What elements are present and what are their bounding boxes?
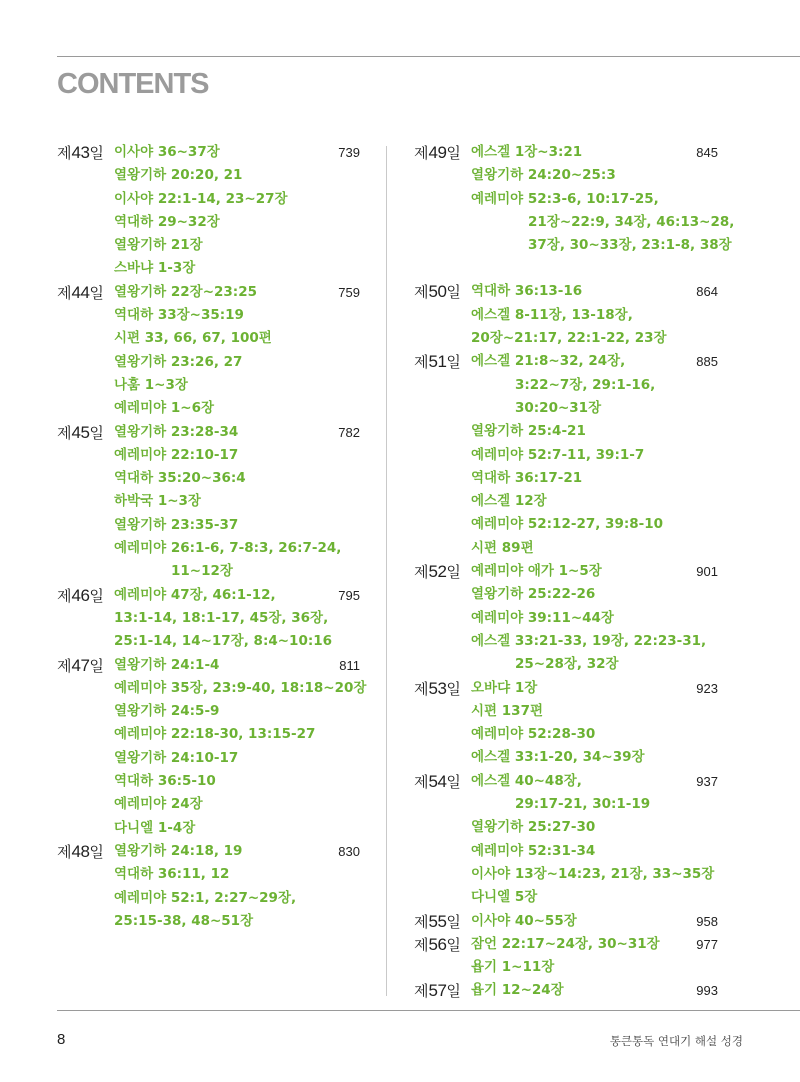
day-number: 53 xyxy=(428,678,447,698)
day-suffix: 일 xyxy=(446,353,461,372)
day-label xyxy=(414,910,461,933)
reading-line: 예레미야 52:3-6, 10:17-25, xyxy=(471,190,659,207)
reading-line: 예레미야 26:1-6, 7-8:3, 26:7-24, xyxy=(114,540,342,557)
day-prefix: 제 xyxy=(414,353,429,372)
day-suffix: 일 xyxy=(89,656,104,675)
day-prefix: 제 xyxy=(414,772,429,791)
reading-line: 열왕기하 23:35-37 xyxy=(114,516,239,533)
day-number: 52 xyxy=(428,562,447,582)
reading-line: 29:17-21, 30:1-19 xyxy=(515,796,651,813)
day-number: 47 xyxy=(71,655,90,675)
day-prefix: 제 xyxy=(414,679,429,698)
day-prefix: 제 xyxy=(57,842,72,861)
day-suffix: 일 xyxy=(446,144,461,162)
day-prefix: 제 xyxy=(57,586,72,605)
day-label xyxy=(57,654,104,677)
toc-entry xyxy=(414,770,718,910)
reading-line: 에스겔 40~48장, xyxy=(471,772,582,789)
reading-line: 예레미야 47장, 46:1-12, xyxy=(114,586,276,603)
page-ref: 901 xyxy=(696,564,718,580)
reading-line: 13:1-14, 18:1-17, 45장, 36장, xyxy=(114,609,329,626)
reading-list xyxy=(471,141,735,257)
reading-line: 이사야 40~55장 xyxy=(471,912,577,929)
reading-line: 30:20~31장 xyxy=(515,399,602,416)
reading-line: 역대하 33장~35:19 xyxy=(114,307,244,324)
bottom-rule xyxy=(57,1010,800,1011)
reading-list xyxy=(114,421,360,584)
reading-line: 예레미야 1~6장 xyxy=(114,400,215,417)
reading-line: 25~28장, 32장 xyxy=(515,656,619,673)
reading-line: 역대하 36:11, 12 xyxy=(114,866,230,883)
reading-line: 다니엘 1-4장 xyxy=(114,819,196,836)
reading-line: 열왕기하 22장~23:25 xyxy=(114,283,257,300)
reading-line: 열왕기하 20:20, 21 xyxy=(114,167,243,184)
column-divider xyxy=(386,146,387,996)
day-suffix: 일 xyxy=(446,679,461,698)
reading-line: 역대하 36:5-10 xyxy=(114,773,216,790)
reading-line: 하박국 1~3장 xyxy=(114,493,201,510)
reading-line: 이사야 22:1-14, 23~27장 xyxy=(114,190,288,207)
reading-list xyxy=(471,770,718,910)
day-suffix: 일 xyxy=(89,283,104,302)
reading-line: 역대하 29~32장 xyxy=(114,213,220,230)
day-number: 51 xyxy=(428,352,447,372)
reading-line: 열왕기하 24:18, 19 xyxy=(114,842,243,859)
day-label xyxy=(414,141,461,164)
reading-line: 예레미야 22:18-30, 13:15-27 xyxy=(114,726,316,743)
page-ref: 864 xyxy=(696,284,718,300)
page-number: 8 xyxy=(57,1031,66,1048)
reading-line: 열왕기하 24:10-17 xyxy=(114,749,239,766)
reading-line: 예레미야 52:12-27, 39:8-10 xyxy=(471,516,664,533)
day-number: 45 xyxy=(71,422,90,442)
reading-line: 25:1-14, 14~17장, 8:4~10:16 xyxy=(114,633,333,650)
reading-line: 예레미야 24장 xyxy=(114,796,203,813)
day-prefix: 제 xyxy=(57,144,72,162)
day-prefix: 제 xyxy=(414,144,429,162)
day-label xyxy=(414,677,461,700)
toc-entry xyxy=(57,584,360,654)
toc-entry xyxy=(414,141,735,257)
reading-line: 역대하 36:13-16 xyxy=(471,283,583,300)
day-label xyxy=(414,770,461,793)
day-number: 55 xyxy=(428,911,447,931)
reading-line: 열왕기하 21장 xyxy=(114,237,203,254)
day-suffix: 일 xyxy=(446,935,461,954)
reading-line: 37장, 30~33장, 23:1-8, 38장 xyxy=(528,237,732,254)
day-number: 54 xyxy=(428,771,447,791)
reading-line: 에스겔 33:21-33, 19장, 22:23-31, xyxy=(471,632,707,649)
day-label xyxy=(414,280,461,303)
day-label xyxy=(57,141,104,164)
reading-line: 예레미야 애가 1~5장 xyxy=(471,563,602,580)
reading-line: 25:15-38, 48~51장 xyxy=(114,912,254,929)
day-number: 48 xyxy=(71,841,90,861)
day-label xyxy=(57,584,104,607)
page-ref: 739 xyxy=(338,145,360,160)
reading-list xyxy=(471,560,718,676)
reading-line: 에스겔 8-11장, 13-18장, xyxy=(471,306,633,323)
day-number: 56 xyxy=(428,934,447,954)
reading-line: 예레미야 35장, 23:9-40, 18:18~20장 xyxy=(114,679,367,696)
page-ref: 830 xyxy=(338,843,360,859)
day-number: 46 xyxy=(71,585,90,605)
reading-line: 20장~21:17, 22:1-22, 23장 xyxy=(471,330,667,347)
day-suffix: 일 xyxy=(446,912,461,931)
reading-list xyxy=(471,910,718,933)
reading-list xyxy=(471,677,718,770)
reading-line: 3:22~7장, 29:1-16, xyxy=(515,376,656,393)
book-title: 통큰통독 연대기 해설 성경 xyxy=(609,1034,743,1048)
page-ref: 811 xyxy=(339,657,360,673)
reading-line: 열왕기하 23:26, 27 xyxy=(114,353,243,370)
day-label xyxy=(414,933,461,956)
reading-line: 열왕기하 25:4-21 xyxy=(471,423,586,440)
toc-entry xyxy=(414,910,718,933)
day-suffix: 일 xyxy=(89,842,104,861)
toc-entry xyxy=(57,840,360,933)
reading-line: 열왕기하 23:28-34 xyxy=(114,423,239,440)
day-number: 49 xyxy=(428,143,447,162)
reading-line: 예레미야 52:28-30 xyxy=(471,726,596,743)
day-suffix: 일 xyxy=(446,982,461,1001)
toc-entry xyxy=(414,933,718,980)
day-suffix: 일 xyxy=(89,423,104,442)
page-ref: 845 xyxy=(696,145,718,160)
toc-entry xyxy=(414,677,718,770)
day-suffix: 일 xyxy=(446,772,461,791)
day-label xyxy=(414,560,461,583)
reading-list xyxy=(114,584,360,654)
reading-line: 예레미야 52:1, 2:27~29장, xyxy=(114,889,297,906)
reading-list xyxy=(471,280,718,350)
reading-list xyxy=(471,933,718,980)
day-prefix: 제 xyxy=(414,563,429,582)
day-prefix: 제 xyxy=(57,656,72,675)
reading-line: 예레미야 52:7-11, 39:1-7 xyxy=(471,446,645,463)
day-label xyxy=(57,840,104,863)
reading-line: 다니엘 5장 xyxy=(471,889,538,906)
day-prefix: 제 xyxy=(414,912,429,931)
page-ref: 795 xyxy=(338,587,360,603)
reading-line: 잠언 22:17~24장, 30~31장 xyxy=(471,935,660,952)
day-number: 44 xyxy=(71,282,90,302)
reading-line: 에스겔 12장 xyxy=(471,493,547,510)
page-ref: 937 xyxy=(696,773,718,789)
page-ref: 923 xyxy=(696,680,718,696)
page-ref: 885 xyxy=(696,354,718,370)
page-ref: 993 xyxy=(696,983,718,999)
toc-entry xyxy=(57,421,360,584)
reading-line: 열왕기하 24:1-4 xyxy=(114,656,220,673)
reading-line: 열왕기하 25:27-30 xyxy=(471,819,596,836)
reading-list xyxy=(114,654,367,840)
day-suffix: 일 xyxy=(89,144,104,162)
day-label xyxy=(414,979,461,1002)
day-prefix: 제 xyxy=(57,283,72,302)
reading-line: 나훔 1~3장 xyxy=(114,376,188,393)
reading-line: 예레미야 22:10-17 xyxy=(114,446,239,463)
reading-list xyxy=(114,281,360,421)
reading-line: 11~12장 xyxy=(171,563,233,580)
reading-line: 시편 89편 xyxy=(471,539,534,556)
reading-line: 시편 33, 66, 67, 100편 xyxy=(114,330,272,347)
reading-line: 예레미야 52:31-34 xyxy=(471,842,596,859)
day-number: 50 xyxy=(428,282,447,302)
day-number: 57 xyxy=(428,981,447,1001)
reading-line: 에스겔 33:1-20, 34~39장 xyxy=(471,749,645,766)
reading-line: 역대하 36:17-21 xyxy=(471,469,583,486)
reading-line: 에스겔 1장~3:21 xyxy=(471,144,583,160)
reading-line: 21장~22:9, 34장, 46:13~28, xyxy=(528,213,735,230)
reading-list xyxy=(114,840,360,933)
day-prefix: 제 xyxy=(414,283,429,302)
toc-entry xyxy=(414,979,718,1002)
reading-line: 역대하 35:20~36:4 xyxy=(114,470,246,487)
day-suffix: 일 xyxy=(89,586,104,605)
reading-line: 에스겔 21:8~32, 24장, xyxy=(471,353,626,370)
toc-entry xyxy=(414,560,718,676)
day-prefix: 제 xyxy=(414,982,429,1001)
page-ref: 759 xyxy=(338,284,360,300)
reading-line: 욥기 1~11장 xyxy=(471,959,555,976)
day-suffix: 일 xyxy=(446,563,461,582)
reading-line: 시편 137편 xyxy=(471,702,544,719)
left-column xyxy=(57,141,367,933)
reading-line: 스바냐 1-3장 xyxy=(114,260,196,277)
reading-line: 열왕기하 24:5-9 xyxy=(114,703,220,720)
toc-entry xyxy=(57,141,360,281)
day-prefix: 제 xyxy=(414,935,429,954)
reading-line: 이사야 36~37장 xyxy=(114,144,220,160)
page-ref: 958 xyxy=(696,913,718,929)
day-label xyxy=(414,350,461,373)
reading-line: 열왕기하 25:22-26 xyxy=(471,586,596,603)
page-ref: 977 xyxy=(696,936,718,952)
day-number: 43 xyxy=(71,143,90,162)
reading-list xyxy=(114,141,360,281)
reading-line: 열왕기하 24:20~25:3 xyxy=(471,167,616,184)
reading-list xyxy=(471,350,718,560)
day-prefix: 제 xyxy=(57,423,72,442)
day-suffix: 일 xyxy=(446,283,461,302)
toc-entry xyxy=(57,281,360,421)
reading-line: 예레미야 39:11~44장 xyxy=(471,609,614,626)
reading-line: 이사야 13장~14:23, 21장, 33~35장 xyxy=(471,865,715,882)
day-label xyxy=(57,281,104,304)
page-title: CONTENTS xyxy=(57,68,209,100)
toc-entry xyxy=(414,350,718,560)
toc-entry xyxy=(57,654,367,840)
reading-list xyxy=(471,979,718,1002)
reading-line: 오바댜 1장 xyxy=(471,679,538,696)
right-column xyxy=(414,141,735,1003)
top-rule xyxy=(57,56,800,57)
day-label xyxy=(57,421,104,444)
toc-entry xyxy=(414,280,718,350)
page-ref: 782 xyxy=(338,424,360,440)
reading-line: 욥기 12~24장 xyxy=(471,982,564,999)
